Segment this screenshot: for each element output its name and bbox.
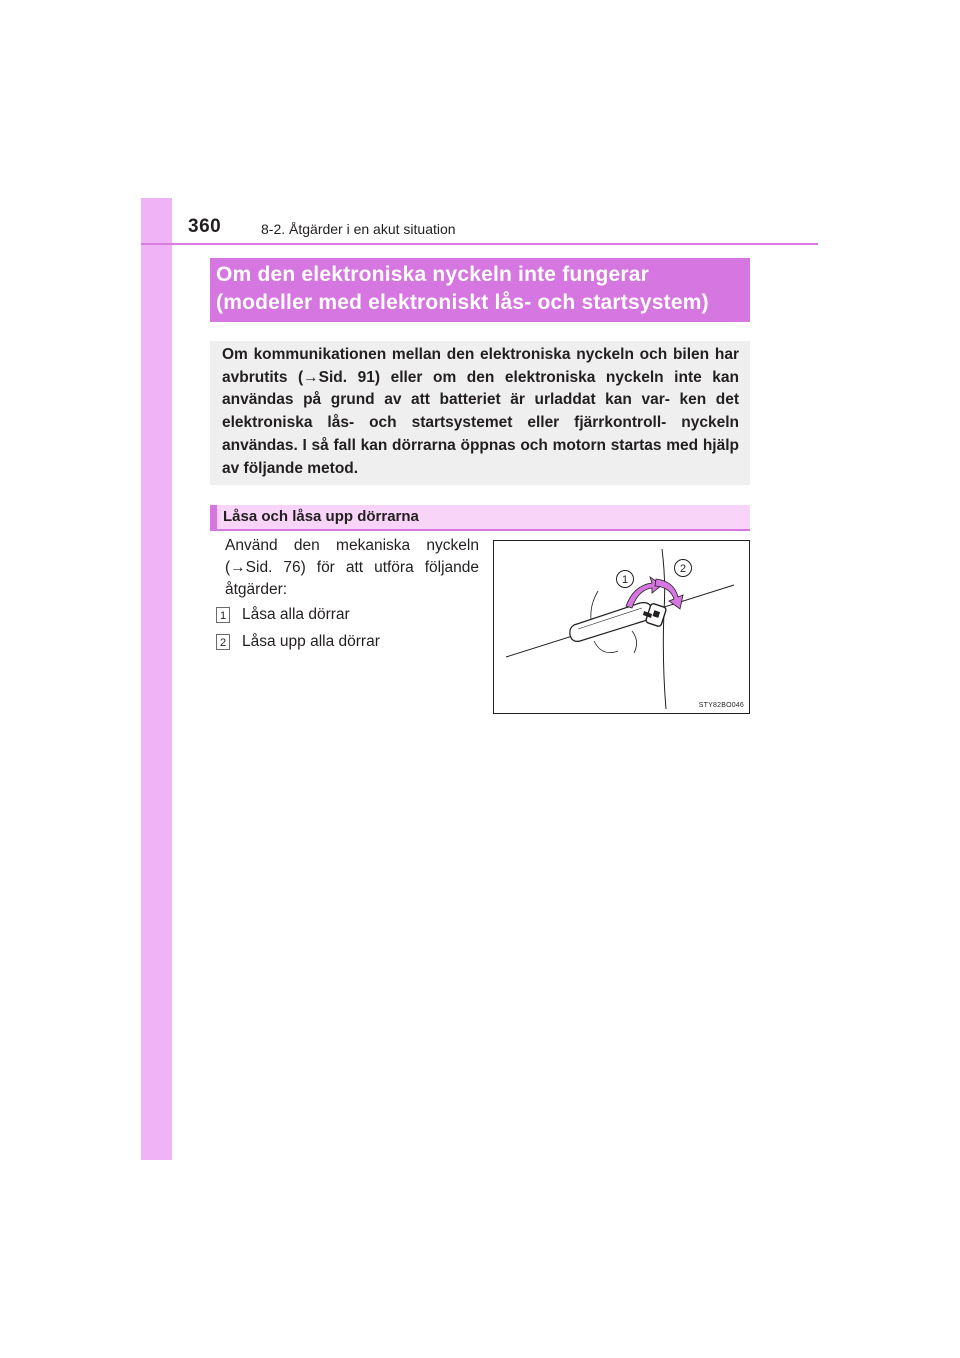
door-gap-line bbox=[662, 549, 666, 709]
handle-recess-right bbox=[632, 631, 637, 653]
step-text-lock: Låsa alla dörrar bbox=[242, 606, 350, 623]
intro-text: Om kommunikationen mellan den elektroniska nyckeln och bilen har avbrutits (→Sid. 91) eller om den elektroniska nyckeln inte kan användas på grund av att batteriet är urladdat kan var- ken det elektroniska lås- och startsystemet eller fjärrkontroll- nyckeln användas. I så fall kan dörrarna öppnas och motorn startas med hjälp av följande metod. bbox=[222, 346, 739, 477]
handle-recess-bottom bbox=[594, 641, 618, 653]
section-title-line-2: (modeller med elektroniskt lås- och startsystem) bbox=[216, 291, 709, 314]
step-text-unlock: Låsa upp alla dörrar bbox=[242, 633, 380, 650]
callout-label-1: 1 bbox=[621, 574, 629, 586]
intro-box bbox=[210, 341, 750, 485]
step-number-2: 2 bbox=[216, 634, 230, 650]
door-key-figure bbox=[493, 540, 750, 714]
subsection-title: Låsa och låsa upp dörrarna bbox=[210, 505, 750, 531]
figure-code: STY82BO046 bbox=[698, 702, 744, 709]
door-handle-icon bbox=[570, 603, 653, 642]
side-strip bbox=[141, 198, 172, 1160]
header-rule bbox=[141, 243, 818, 245]
callout-label-2: 2 bbox=[679, 563, 687, 575]
page-number: 360 bbox=[188, 216, 222, 237]
door-illustration bbox=[494, 541, 749, 713]
section-title-line-1: Om den elektroniska nyckeln inte fungerar bbox=[216, 263, 649, 286]
step-number-1: 1 bbox=[216, 607, 230, 623]
chapter-title: 8-2. Åtgärder i en akut situation bbox=[261, 221, 456, 237]
unlock-arrow bbox=[655, 579, 683, 609]
section-title bbox=[210, 258, 750, 322]
body-text: Använd den mekaniska nyckeln (→Sid. 76) för att utföra följande åtgärder: bbox=[225, 537, 479, 598]
